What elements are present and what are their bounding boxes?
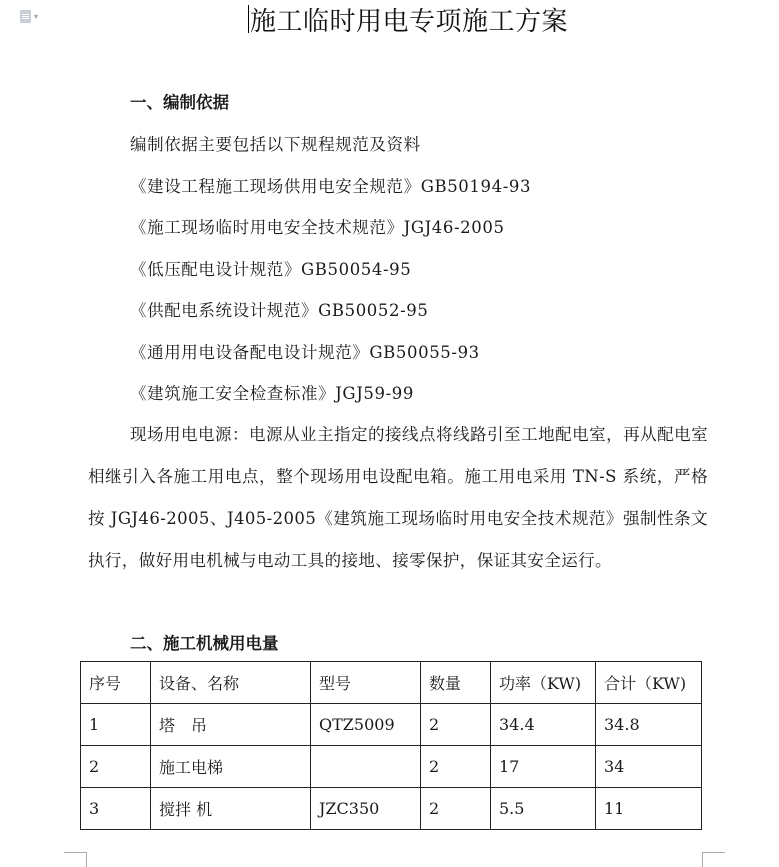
document-icon	[20, 10, 31, 23]
table-cell: 搅拌 机	[151, 788, 311, 830]
page-corner-marker	[702, 852, 725, 867]
table-cell: 1	[81, 704, 151, 746]
reference-item: 《低压配电设计规范》GB50054-95	[130, 260, 412, 279]
reference-item: 《建筑施工安全检查标准》JGJ59-99	[130, 384, 414, 403]
table-cell: 2	[81, 746, 151, 788]
text-cursor	[248, 5, 249, 33]
table-cell	[311, 746, 421, 788]
table-cell: 34	[596, 746, 702, 788]
table-cell: 34.8	[596, 704, 702, 746]
table-row	[81, 704, 702, 746]
section-heading-basis: 一、编制依据	[130, 93, 229, 112]
table-cell: 3	[81, 788, 151, 830]
section-heading-machinery: 二、施工机械用电量	[130, 634, 279, 653]
table-cell: 5.5	[491, 788, 596, 830]
table-cell: 34.4	[491, 704, 596, 746]
header-cell-quantity: 数量	[421, 662, 491, 704]
chevron-down-icon: ▾	[34, 11, 39, 21]
table-row	[81, 788, 702, 830]
table-cell: 2	[421, 788, 491, 830]
table-cell: 施工电梯	[151, 746, 311, 788]
reference-item: 《供配电系统设计规范》GB50052-95	[130, 301, 429, 320]
header-cell-equipment: 设备、名称	[151, 662, 311, 704]
document-title: 施工临时用电专项施工方案	[250, 7, 569, 37]
header-cell-total: 合计（KW)	[596, 662, 702, 704]
table-cell: 2	[421, 704, 491, 746]
reference-item: 《建设工程施工现场供用电安全规范》GB50194-93	[130, 177, 532, 196]
header-cell-index: 序号	[81, 662, 151, 704]
reference-item: 《施工现场临时用电安全技术规范》JGJ46-2005	[130, 218, 505, 237]
table-cell: 17	[491, 746, 596, 788]
header-cell-power: 功率（KW)	[491, 662, 596, 704]
equipment-power-table	[80, 661, 702, 830]
table-cell: QTZ5009	[311, 704, 421, 746]
table-cell: JZC350	[311, 788, 421, 830]
basis-intro: 编制依据主要包括以下规程规范及资料	[130, 135, 421, 154]
page-corner-marker	[64, 852, 87, 867]
table-cell: 11	[596, 788, 702, 830]
document-menu[interactable]	[20, 8, 50, 24]
table-row	[81, 746, 702, 788]
header-cell-model: 型号	[311, 662, 421, 704]
table-header-row	[81, 662, 702, 704]
table-cell: 塔 吊	[151, 704, 311, 746]
power-source-paragraph: 现场用电电源：电源从业主指定的接线点将线路引至工地配电室，再从配电室相继引入各施工用电点，整个现场用电设配电箱。施工用电采用 TN-S 系统，严格按 JGJ46-2005、J405-2005《建筑施工现场临时用电安全技术规范》强制性条文执行，做好用电机械与电动工具的接地、接零保护，保证其安全运行。	[88, 425, 708, 570]
table-cell: 2	[421, 746, 491, 788]
reference-item: 《通用用电设备配电设计规范》GB50055-93	[130, 343, 480, 362]
